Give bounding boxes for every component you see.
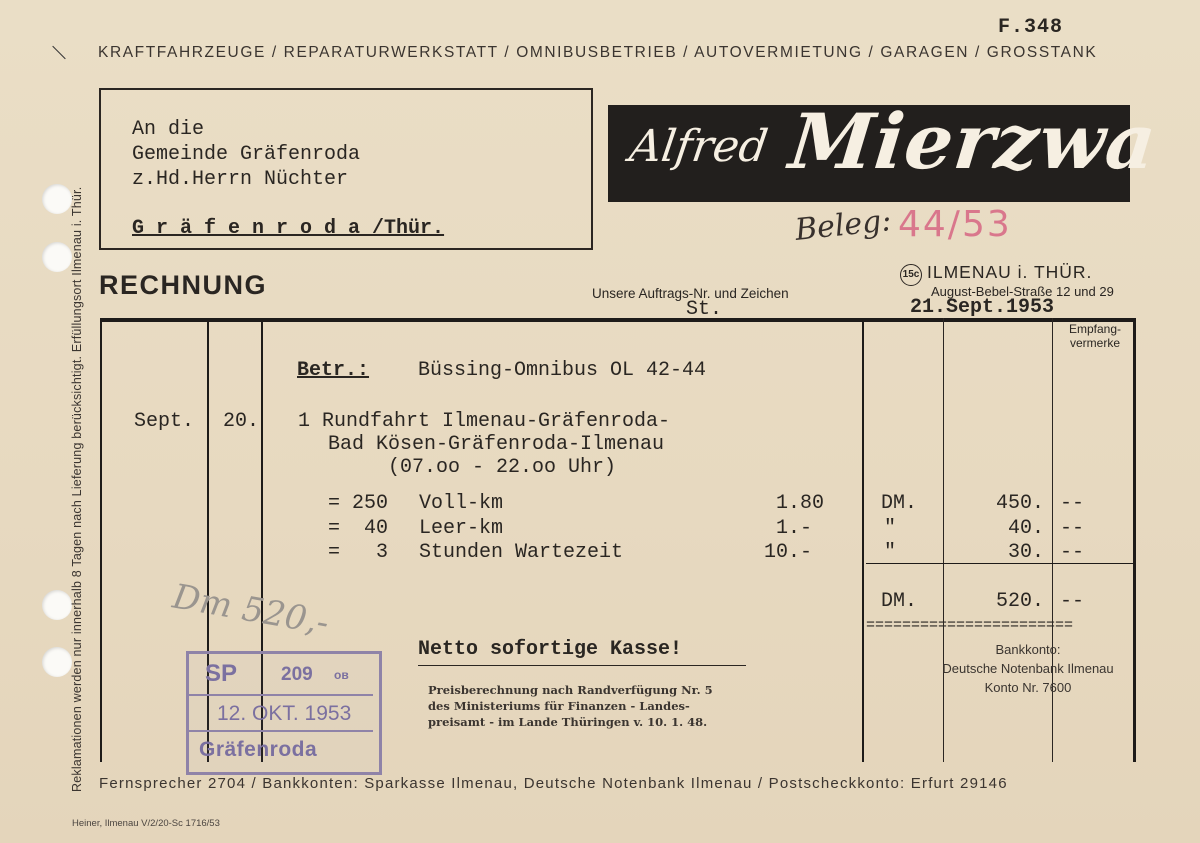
printer-imprint: Heiner, Ilmenau V/2/20-Sc 1716/53	[72, 818, 220, 829]
total-pfennig: --	[1060, 590, 1085, 613]
line-item-desc: Stunden Wartezeit	[419, 541, 624, 564]
line-item-amount: 450.	[995, 492, 1044, 515]
total-amount: 520.	[995, 590, 1044, 613]
table-divider	[862, 318, 864, 762]
line-item-currency: DM.	[881, 492, 918, 515]
subject-value: Büssing-Omnibus OL 42-44	[418, 359, 707, 382]
payment-terms-underline	[418, 665, 746, 666]
stamp-code: SP	[205, 660, 238, 687]
complaints-side-note: Reklamationen werden nur innerhalb 8 Tagen nach Lieferung berücksichtigt. Erfüllungsort Ilmenau i. Thür.	[70, 186, 84, 792]
line-item-pfennig: --	[1060, 517, 1085, 540]
line-item-pfennig: --	[1060, 492, 1085, 515]
total-currency: DM.	[881, 590, 918, 613]
order-number-label: Unsere Auftrags-Nr. und Zeichen	[592, 286, 789, 301]
stamp-place: Gräfenroda	[199, 738, 318, 761]
service-day: 20.	[223, 410, 260, 433]
line-item-currency: "	[884, 517, 897, 540]
punch-hole	[42, 184, 72, 214]
recipient-line-1: An die	[132, 118, 205, 141]
price-note-line-3: preisamt - im Lande Thüringen v. 10. 1. 48.	[428, 715, 708, 729]
logo-first-name: Alfred	[626, 121, 771, 172]
line-item-desc: Voll-km	[419, 492, 504, 515]
bank-account-number: Konto Nr. 7600	[984, 680, 1072, 695]
line-item-pfennig: --	[1060, 541, 1085, 564]
receipt-notes-header: Empfang- vermerke	[1068, 322, 1122, 350]
bank-label: Bankkonto:	[995, 642, 1061, 657]
recipient-line-2: Gemeinde Gräfenroda	[132, 143, 361, 166]
recipient-line-3: z.Hd.Herrn Nüchter	[132, 168, 349, 191]
form-number: F.348	[998, 16, 1064, 39]
sender-street: August-Bebel-Straße 12 und 29	[931, 284, 1114, 299]
stamp-suffix: ов	[334, 668, 349, 682]
pencil-annotation: Dm 520,-	[169, 576, 332, 644]
subject-label: Betr.:	[297, 359, 370, 382]
stamp-number: 209	[281, 664, 313, 685]
document-title: RECHNUNG	[99, 270, 268, 300]
punch-hole	[42, 242, 72, 272]
price-note-line-1: Preisberechnung nach Randverfügung Nr. 5	[428, 683, 713, 697]
footer-contact-line: Fernsprecher 2704 / Bankkonten: Sparkasse Ilmenau, Deutsche Notenbank Ilmenau / Postscheckkonto: Erfurt 29146	[99, 775, 1008, 792]
company-services-header: KRAFTFAHRZEUGE / REPARATURWERKSTATT / OMNIBUSBETRIEB / AUTOVERMIETUNG / GARAGEN / GROSSTANK	[98, 44, 1098, 61]
line-item-amount: 40.	[1007, 517, 1044, 540]
description-line-3: (07.oo - 22.oo Uhr)	[388, 456, 617, 479]
description-line-2: Bad Kösen-Gräfenroda-Ilmenau	[328, 433, 665, 456]
line-item-qty: = 250	[328, 492, 389, 515]
line-item-rate: 10.-	[764, 541, 813, 564]
punch-hole	[42, 647, 72, 677]
line-item-currency: "	[884, 541, 897, 564]
beleg-handwritten-label: Beleg:	[793, 203, 894, 248]
price-note-line-2: des Ministeriums für Finanzen - Landes-	[428, 699, 690, 713]
line-item-desc: Leer-km	[419, 517, 504, 540]
beleg-number: 44/53	[898, 204, 1012, 245]
punch-hole	[42, 590, 72, 620]
stamp-date: 12. OKT. 1953	[217, 702, 352, 725]
order-number-value: St.	[686, 298, 723, 321]
stamp-footer-row	[189, 730, 373, 770]
line-item-rate: 1.80	[776, 492, 825, 515]
invoice-date: 21.Sept.1953	[910, 296, 1055, 319]
line-item-qty: = 40	[328, 517, 389, 540]
receipt-stamp	[186, 651, 382, 775]
sender-city: ILMENAU i. THÜR.	[927, 262, 1093, 282]
line-item-qty: = 3	[328, 541, 389, 564]
line-item-rate: 1.-	[776, 517, 813, 540]
bank-account-note	[920, 640, 1136, 697]
payment-terms: Netto sofortige Kasse!	[418, 638, 683, 661]
sum-rule	[866, 563, 1136, 564]
double-rule: =======================	[866, 617, 1074, 634]
stamp-header-row	[189, 654, 373, 696]
postal-code-badge: 15c	[900, 264, 922, 286]
logo-last-name: Mierzwa	[785, 97, 1161, 186]
recipient-city: G r ä f e n r o d a /Thür.	[132, 217, 445, 240]
service-month: Sept.	[134, 410, 195, 433]
bank-name: Deutsche Notenbank Ilmenau	[942, 661, 1114, 676]
price-regulation-note	[428, 682, 713, 730]
line-item-amount: 30.	[1007, 541, 1044, 564]
description-line-1: 1 Rundfahrt Ilmenau-Gräfenroda-	[298, 410, 671, 433]
company-logo	[608, 97, 1161, 202]
